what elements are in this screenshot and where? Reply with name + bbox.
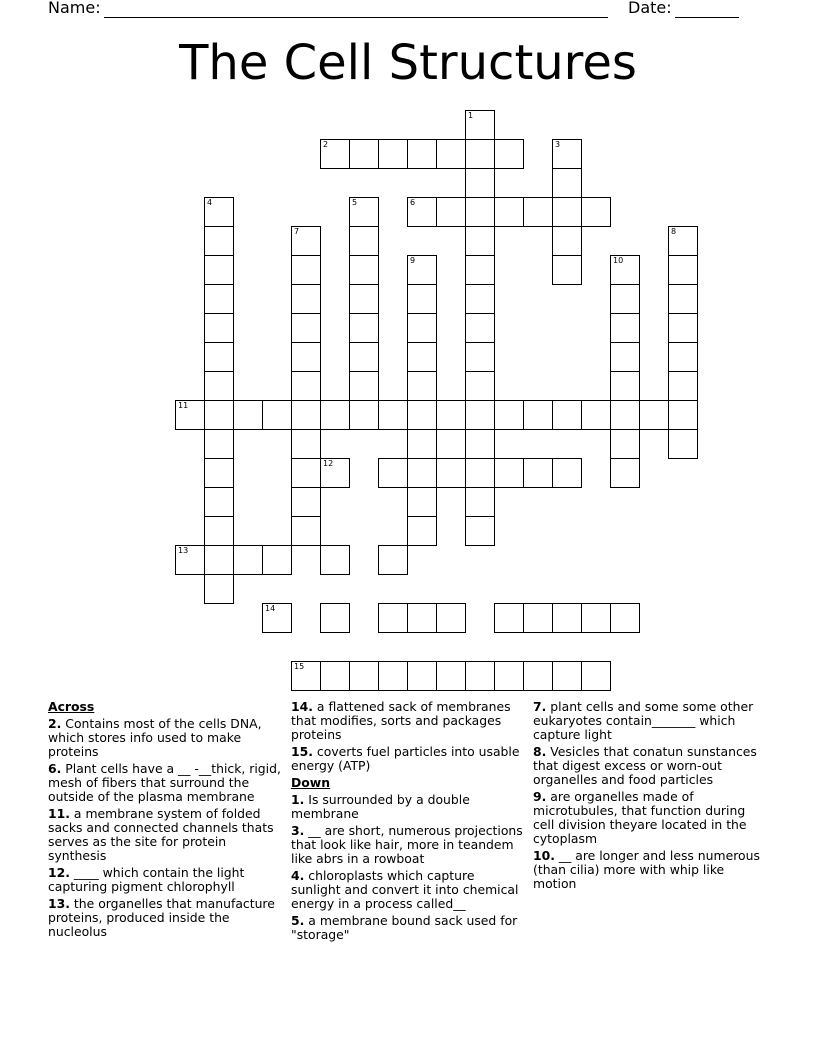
crossword-cell[interactable] xyxy=(407,516,437,546)
crossword-cell[interactable] xyxy=(552,661,582,691)
crossword-cell[interactable] xyxy=(320,603,350,633)
clue-down-9: 9. are organelles made of microtubules, that function during cell division theyare located in the cytoplasm xyxy=(533,789,747,846)
crossword-cell[interactable] xyxy=(465,516,495,546)
crossword-cell[interactable] xyxy=(175,545,205,575)
crossword-cell[interactable] xyxy=(291,661,321,691)
clue-number: 3 xyxy=(291,823,300,838)
crossword-cell[interactable] xyxy=(465,197,495,227)
crossword-cell[interactable] xyxy=(407,400,437,430)
crossword-cell[interactable] xyxy=(233,545,263,575)
clue-number: 13 xyxy=(48,896,66,911)
clue-number: 4 xyxy=(291,868,300,883)
crossword-cell[interactable] xyxy=(407,429,437,459)
crossword-cell[interactable] xyxy=(465,458,495,488)
crossword-cell[interactable] xyxy=(204,313,234,343)
crossword-cell[interactable] xyxy=(291,487,321,517)
clue-across-15: 15. coverts fuel particles into usable energy (ATP) xyxy=(291,744,520,773)
crossword-cell[interactable] xyxy=(204,255,234,285)
crossword-cell[interactable] xyxy=(378,661,408,691)
crossword-cell[interactable] xyxy=(407,255,437,285)
clue-down-1: 1. Is surrounded by a double membrane xyxy=(291,792,470,821)
cell-number: 13 xyxy=(178,546,189,555)
crossword-cell[interactable] xyxy=(668,255,698,285)
date-label: Date: xyxy=(628,0,672,17)
cell-number: 12 xyxy=(323,459,334,468)
crossword-cell[interactable] xyxy=(407,487,437,517)
clue-number: 1 xyxy=(291,792,300,807)
clue-text: __ are short, numerous projections that look like hair, more in teandem like abrs in a rowboat xyxy=(291,823,523,866)
crossword-cell[interactable] xyxy=(436,400,466,430)
clues-column-1 xyxy=(48,700,284,942)
crossword-cell[interactable] xyxy=(465,168,495,198)
crossword-cell[interactable] xyxy=(204,545,234,575)
crossword-cell[interactable] xyxy=(552,226,582,256)
crossword-cell[interactable] xyxy=(407,139,437,169)
crossword-cell[interactable] xyxy=(581,661,611,691)
crossword-cell[interactable] xyxy=(552,139,582,169)
clue-text: __ are longer and less numerous (than cilia) more with whip like motion xyxy=(533,848,760,891)
crossword-cell[interactable] xyxy=(262,545,292,575)
crossword-cell[interactable] xyxy=(320,661,350,691)
page-title: The Cell Structures xyxy=(179,35,637,91)
crossword-cell[interactable] xyxy=(552,168,582,198)
clue-number: 5 xyxy=(291,913,300,928)
cell-number: 3 xyxy=(555,140,561,149)
clue-down-5: 5. a membrane bound sack used for "storage" xyxy=(291,913,518,942)
crossword-cell[interactable] xyxy=(494,458,524,488)
date-field[interactable] xyxy=(675,17,739,18)
crossword-cell[interactable] xyxy=(494,661,524,691)
crossword-cell[interactable] xyxy=(291,371,321,401)
cell-number: 15 xyxy=(294,662,305,671)
name-field[interactable] xyxy=(104,17,608,18)
clues-column-3 xyxy=(533,700,769,894)
crossword-cell[interactable] xyxy=(349,284,379,314)
cell-number: 8 xyxy=(671,227,677,236)
crossword-cell[interactable] xyxy=(291,342,321,372)
clue-across-2: 2. Contains most of the cells DNA, which stores info used to make proteins xyxy=(48,716,262,759)
crossword-cell[interactable] xyxy=(668,342,698,372)
crossword-cell[interactable] xyxy=(407,371,437,401)
crossword-cell[interactable] xyxy=(291,429,321,459)
crossword-cell[interactable] xyxy=(668,313,698,343)
clue-across-11: 11. a membrane system of folded sacks and connected channels thats serves as the site for protein synthesis xyxy=(48,806,274,863)
clue-number: 14 xyxy=(291,699,309,714)
crossword-cell[interactable] xyxy=(378,139,408,169)
crossword-cell[interactable] xyxy=(668,226,698,256)
crossword-cell[interactable] xyxy=(407,313,437,343)
crossword-cell[interactable] xyxy=(204,226,234,256)
crossword-cell[interactable] xyxy=(320,458,350,488)
crossword-cell[interactable] xyxy=(204,371,234,401)
crossword-cell[interactable] xyxy=(349,400,379,430)
clue-across-14: 14. a flattened sack of membranes that modifies, sorts and packages proteins xyxy=(291,699,511,742)
crossword-cell[interactable] xyxy=(639,400,669,430)
crossword-cell[interactable] xyxy=(349,226,379,256)
crossword-cell[interactable] xyxy=(291,255,321,285)
cell-number: 2 xyxy=(323,140,329,149)
crossword-cell[interactable] xyxy=(465,487,495,517)
crossword-cell[interactable] xyxy=(523,458,553,488)
clue-down-3: 3. __ are short, numerous projections that look like hair, more in teandem like abrs in a rowboat xyxy=(291,823,523,866)
cell-number: 6 xyxy=(410,198,416,207)
crossword-cell[interactable] xyxy=(523,661,553,691)
clue-across-12: 12. ____ which contain the light capturing pigment chlorophyll xyxy=(48,865,245,894)
clue-text: chloroplasts which capture sunlight and convert it into chemical energy in a process called__ xyxy=(291,868,519,911)
clue-text: a membrane bound sack used for "storage" xyxy=(291,913,518,942)
crossword-cell[interactable] xyxy=(465,255,495,285)
clue-down-7: 7. plant cells and some some other eukaryotes contain_______ which capture light xyxy=(533,699,754,742)
cell-number: 10 xyxy=(613,256,624,265)
crossword-cell[interactable] xyxy=(349,661,379,691)
clue-text: a flattened sack of membranes that modifies, sorts and packages proteins xyxy=(291,699,511,742)
crossword-cell[interactable] xyxy=(610,429,640,459)
crossword-cell[interactable] xyxy=(610,371,640,401)
crossword-cell[interactable] xyxy=(581,400,611,430)
crossword-cell[interactable] xyxy=(349,371,379,401)
clue-down-4: 4. chloroplasts which capture sunlight and convert it into chemical energy in a process called__ xyxy=(291,868,519,911)
crossword-cell[interactable] xyxy=(465,342,495,372)
crossword-cell[interactable] xyxy=(668,371,698,401)
crossword-cell[interactable] xyxy=(494,139,524,169)
crossword-cell[interactable] xyxy=(291,516,321,546)
cell-number: 1 xyxy=(468,111,474,120)
crossword-cell[interactable] xyxy=(465,139,495,169)
crossword-cell[interactable] xyxy=(552,400,582,430)
clue-down-8: 8. Vesicles that conatun sunstances that digest excess or worn-out organelles and food particles xyxy=(533,744,757,787)
crossword-cell[interactable] xyxy=(436,603,466,633)
crossword-cell[interactable] xyxy=(378,400,408,430)
crossword-cell[interactable] xyxy=(465,661,495,691)
clue-number: 8 xyxy=(533,744,542,759)
crossword-cell[interactable] xyxy=(407,284,437,314)
crossword-cell[interactable] xyxy=(494,400,524,430)
crossword-cell[interactable] xyxy=(233,400,263,430)
crossword-cell[interactable] xyxy=(204,197,234,227)
clue-down-10: 10. __ are longer and less numerous (than cilia) more with whip like motion xyxy=(533,848,760,891)
crossword-cell[interactable] xyxy=(581,603,611,633)
crossword-cell[interactable] xyxy=(204,516,234,546)
clue-text: coverts fuel particles into usable energy (ATP) xyxy=(291,744,520,773)
crossword-cell[interactable] xyxy=(204,400,234,430)
across-heading: Across xyxy=(48,699,95,714)
header xyxy=(0,0,816,24)
crossword-cell[interactable] xyxy=(262,400,292,430)
clue-text: Plant cells have a __ -__thick, rigid, mesh of fibers that surround the outside of the plasma membrane xyxy=(48,761,281,804)
crossword-cell[interactable] xyxy=(378,603,408,633)
clue-text: Vesicles that conatun sunstances that digest excess or worn-out organelles and food particles xyxy=(533,744,757,787)
crossword-cell[interactable] xyxy=(436,139,466,169)
crossword-cell[interactable] xyxy=(378,545,408,575)
crossword-cell[interactable] xyxy=(610,400,640,430)
clue-number: 10 xyxy=(533,848,551,863)
crossword-cell[interactable] xyxy=(465,400,495,430)
crossword-cell[interactable] xyxy=(320,545,350,575)
clue-number: 15 xyxy=(291,744,309,759)
crossword-cell[interactable] xyxy=(610,603,640,633)
crossword-cell[interactable] xyxy=(552,458,582,488)
crossword-cell[interactable] xyxy=(581,197,611,227)
crossword-cell[interactable] xyxy=(465,226,495,256)
cell-number: 14 xyxy=(265,604,276,613)
crossword-cell[interactable] xyxy=(262,603,292,633)
crossword-cell[interactable] xyxy=(436,197,466,227)
cell-number: 7 xyxy=(294,227,300,236)
cell-number: 9 xyxy=(410,256,416,265)
down-heading: Down xyxy=(291,775,331,790)
crossword-cell[interactable] xyxy=(523,400,553,430)
clue-text: ____ which contain the light capturing pigment chlorophyll xyxy=(48,865,245,894)
crossword-cell[interactable] xyxy=(610,313,640,343)
name-label: Name: xyxy=(48,0,101,17)
crossword-cell[interactable] xyxy=(407,342,437,372)
crossword-cell[interactable] xyxy=(204,487,234,517)
clue-text: plant cells and some some other eukaryotes contain_______ which capture light xyxy=(533,699,754,742)
clue-text: are organelles made of microtubules, that function during cell division theyare located in the cytoplasm xyxy=(533,789,747,846)
crossword-cell[interactable] xyxy=(668,400,698,430)
crossword-cell[interactable] xyxy=(610,342,640,372)
crossword-cell[interactable] xyxy=(291,313,321,343)
crossword-cell[interactable] xyxy=(291,284,321,314)
crossword-cell[interactable] xyxy=(465,371,495,401)
crossword-cell[interactable] xyxy=(465,110,495,140)
cell-number: 5 xyxy=(352,198,358,207)
crossword-cell[interactable] xyxy=(552,603,582,633)
crossword-cell[interactable] xyxy=(523,603,553,633)
clue-across-13: 13. the organelles that manufacture proteins, produced inside the nucleolus xyxy=(48,896,275,939)
crossword-cell[interactable] xyxy=(320,139,350,169)
crossword-cell[interactable] xyxy=(175,400,205,430)
clue-across-6: 6. Plant cells have a __ -__thick, rigid, mesh of fibers that surround the outside of the plasma membrane xyxy=(48,761,281,804)
clue-text: Is surrounded by a double membrane xyxy=(291,792,470,821)
cell-number: 4 xyxy=(207,198,213,207)
crossword-cell[interactable] xyxy=(291,458,321,488)
crossword-cell[interactable] xyxy=(436,661,466,691)
crossword-cell[interactable] xyxy=(291,400,321,430)
clue-text: a membrane system of folded sacks and connected channels thats serves as the site for protein synthesis xyxy=(48,806,274,863)
crossword-cell[interactable] xyxy=(436,458,466,488)
crossword-cell[interactable] xyxy=(523,197,553,227)
crossword-cell[interactable] xyxy=(349,342,379,372)
clue-number: 9 xyxy=(533,789,542,804)
crossword-cell[interactable] xyxy=(204,458,234,488)
crossword-cell[interactable] xyxy=(407,603,437,633)
clue-text: Contains most of the cells DNA, which stores info used to make proteins xyxy=(48,716,262,759)
crossword-cell[interactable] xyxy=(349,197,379,227)
clues-column-2 xyxy=(291,700,527,945)
cell-number: 11 xyxy=(178,401,189,410)
crossword-cell[interactable] xyxy=(668,284,698,314)
crossword-cell[interactable] xyxy=(204,342,234,372)
crossword-cell[interactable] xyxy=(465,429,495,459)
crossword-cell[interactable] xyxy=(610,458,640,488)
crossword-cell[interactable] xyxy=(494,197,524,227)
clue-number: 7 xyxy=(533,699,542,714)
crossword-cell[interactable] xyxy=(291,226,321,256)
crossword-cell[interactable] xyxy=(204,429,234,459)
crossword-cell[interactable] xyxy=(407,197,437,227)
crossword-cell[interactable] xyxy=(349,255,379,285)
crossword-cell[interactable] xyxy=(407,661,437,691)
crossword-cell[interactable] xyxy=(668,429,698,459)
crossword-cell[interactable] xyxy=(610,284,640,314)
crossword-cell[interactable] xyxy=(320,400,350,430)
crossword-cell[interactable] xyxy=(349,139,379,169)
clue-number: 12 xyxy=(48,865,66,880)
crossword-cell[interactable] xyxy=(610,255,640,285)
clue-number: 2 xyxy=(48,716,57,731)
crossword-cell[interactable] xyxy=(204,574,234,604)
crossword-cell[interactable] xyxy=(494,603,524,633)
clue-text: the organelles that manufacture proteins, produced inside the nucleolus xyxy=(48,896,275,939)
clue-number: 6 xyxy=(48,761,57,776)
clue-number: 11 xyxy=(48,806,66,821)
crossword-cell[interactable] xyxy=(378,458,408,488)
crossword-cell[interactable] xyxy=(204,284,234,314)
crossword-cell[interactable] xyxy=(465,313,495,343)
crossword-cell[interactable] xyxy=(552,255,582,285)
crossword-cell[interactable] xyxy=(349,313,379,343)
crossword-cell[interactable] xyxy=(465,284,495,314)
crossword-cell[interactable] xyxy=(407,458,437,488)
